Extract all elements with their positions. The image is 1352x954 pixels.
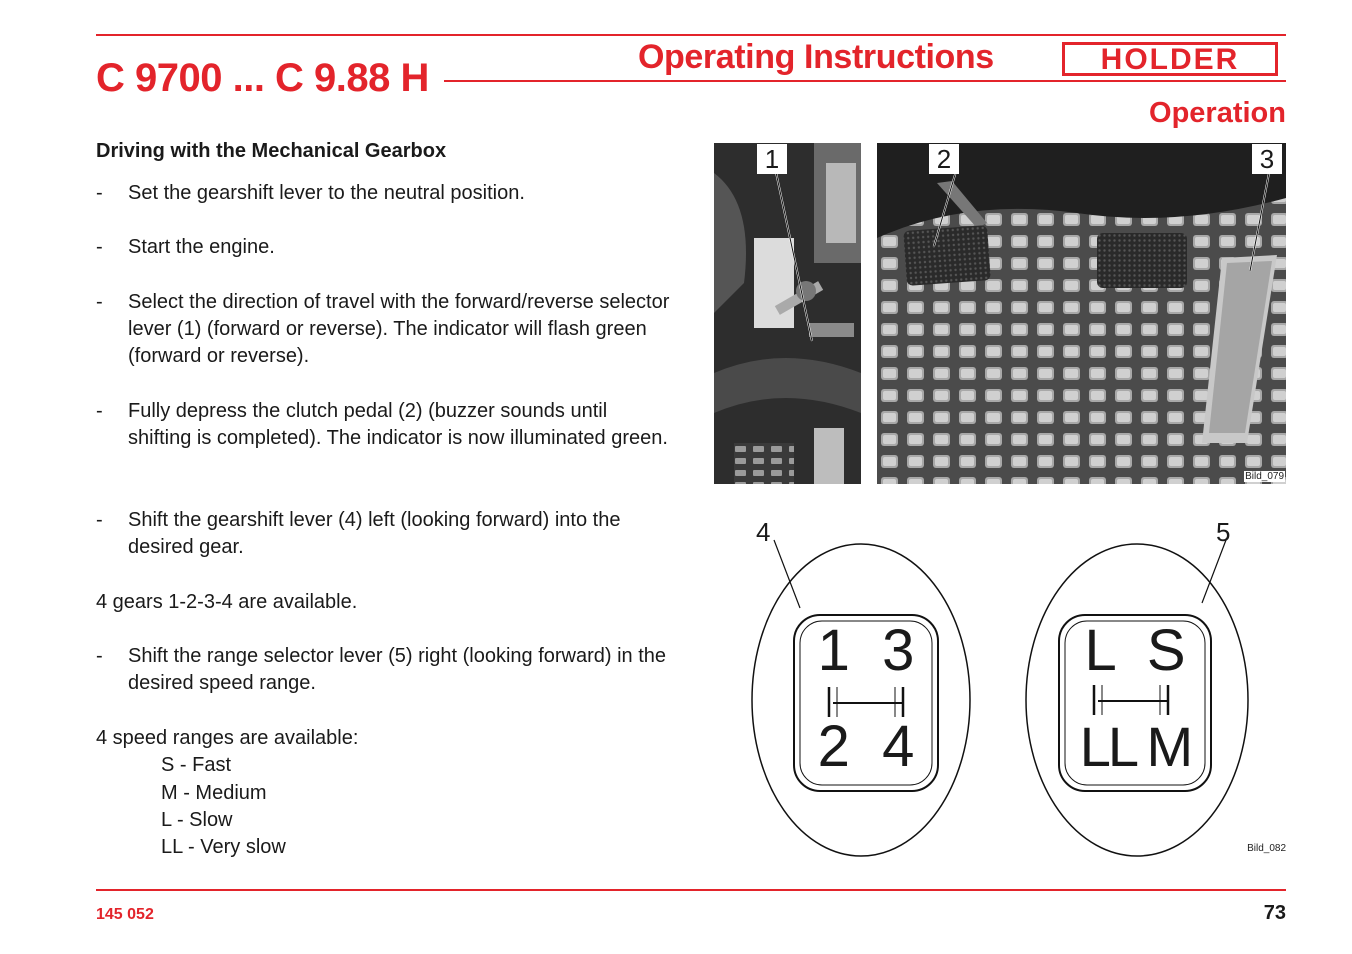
step-1 <box>96 180 676 207</box>
step-5 <box>96 507 676 561</box>
diagram-label-4: 4 <box>756 517 771 547</box>
step-text: Fully depress the clutch pedal (2) (buzzer sounds until shifting is completed). The indicator is now illuminated green. <box>128 400 668 449</box>
photo-label-2: 2 <box>929 144 959 174</box>
header-top-rule <box>96 34 1286 36</box>
step-4 <box>96 398 676 452</box>
diagram-label-5: 5 <box>1216 517 1231 547</box>
bullet-dash: - <box>96 236 103 258</box>
logo-text: HOLDER <box>1100 43 1240 76</box>
range-item: LL - Very slow <box>161 836 286 858</box>
bullet-dash: - <box>96 182 103 204</box>
bullet-dash: - <box>96 400 103 422</box>
photo-label-3: 3 <box>1252 144 1282 174</box>
step-6 <box>96 643 676 697</box>
bullet-dash: - <box>96 645 103 667</box>
holder-logo <box>1062 42 1278 81</box>
header-title: Operating Instructions <box>638 38 994 76</box>
step-2 <box>96 234 676 261</box>
photo-pedals <box>877 143 1286 484</box>
gears-note: 4 gears 1-2-3-4 are available. <box>96 591 358 613</box>
range-item: S - Fast <box>161 754 232 776</box>
bullet-dash: - <box>96 291 103 313</box>
page-number: 73 <box>1263 902 1286 924</box>
range-knob-top: L S <box>1084 618 1186 683</box>
range-item: M - Medium <box>161 782 267 804</box>
doc-title: C 9700 ... C 9.88 H <box>96 56 429 100</box>
gear-knob-top: 1 3 <box>817 618 915 683</box>
footer-code: 145 052 <box>96 906 154 923</box>
section-heading: Driving with the Mechanical Gearbox <box>96 140 447 162</box>
gear-knob-diagram <box>750 515 1286 860</box>
step-text: Start the engine. <box>128 236 275 258</box>
photo-label-1: 1 <box>757 144 787 174</box>
diagram-caption: Bild_082 <box>1247 843 1286 854</box>
step-3 <box>96 289 676 370</box>
step-text: Shift the range selector lever (5) right (looking forward) in the desired speed range. <box>128 645 667 694</box>
footer-rule <box>96 889 1286 891</box>
step-text: Set the gearshift lever to the neutral position. <box>128 182 525 204</box>
photo-caption: Bild_079 <box>1245 471 1284 482</box>
section-title: Operation <box>1149 97 1286 129</box>
step-text: Select the direction of travel with the forward/reverse selector lever (1) (forward or reverse). The indicator will flash green (forward or reverse). <box>128 291 670 367</box>
bullet-dash: - <box>96 509 103 531</box>
range-knob-bottom: LL M <box>1079 715 1191 778</box>
ranges-intro: 4 speed ranges are available: <box>96 727 359 749</box>
step-text: Shift the gearshift lever (4) left (looking forward) into the desired gear. <box>128 509 621 558</box>
photo-selector-lever <box>714 143 861 484</box>
gear-knob-bottom: 2 4 <box>817 714 915 779</box>
range-item: L - Slow <box>161 809 233 831</box>
